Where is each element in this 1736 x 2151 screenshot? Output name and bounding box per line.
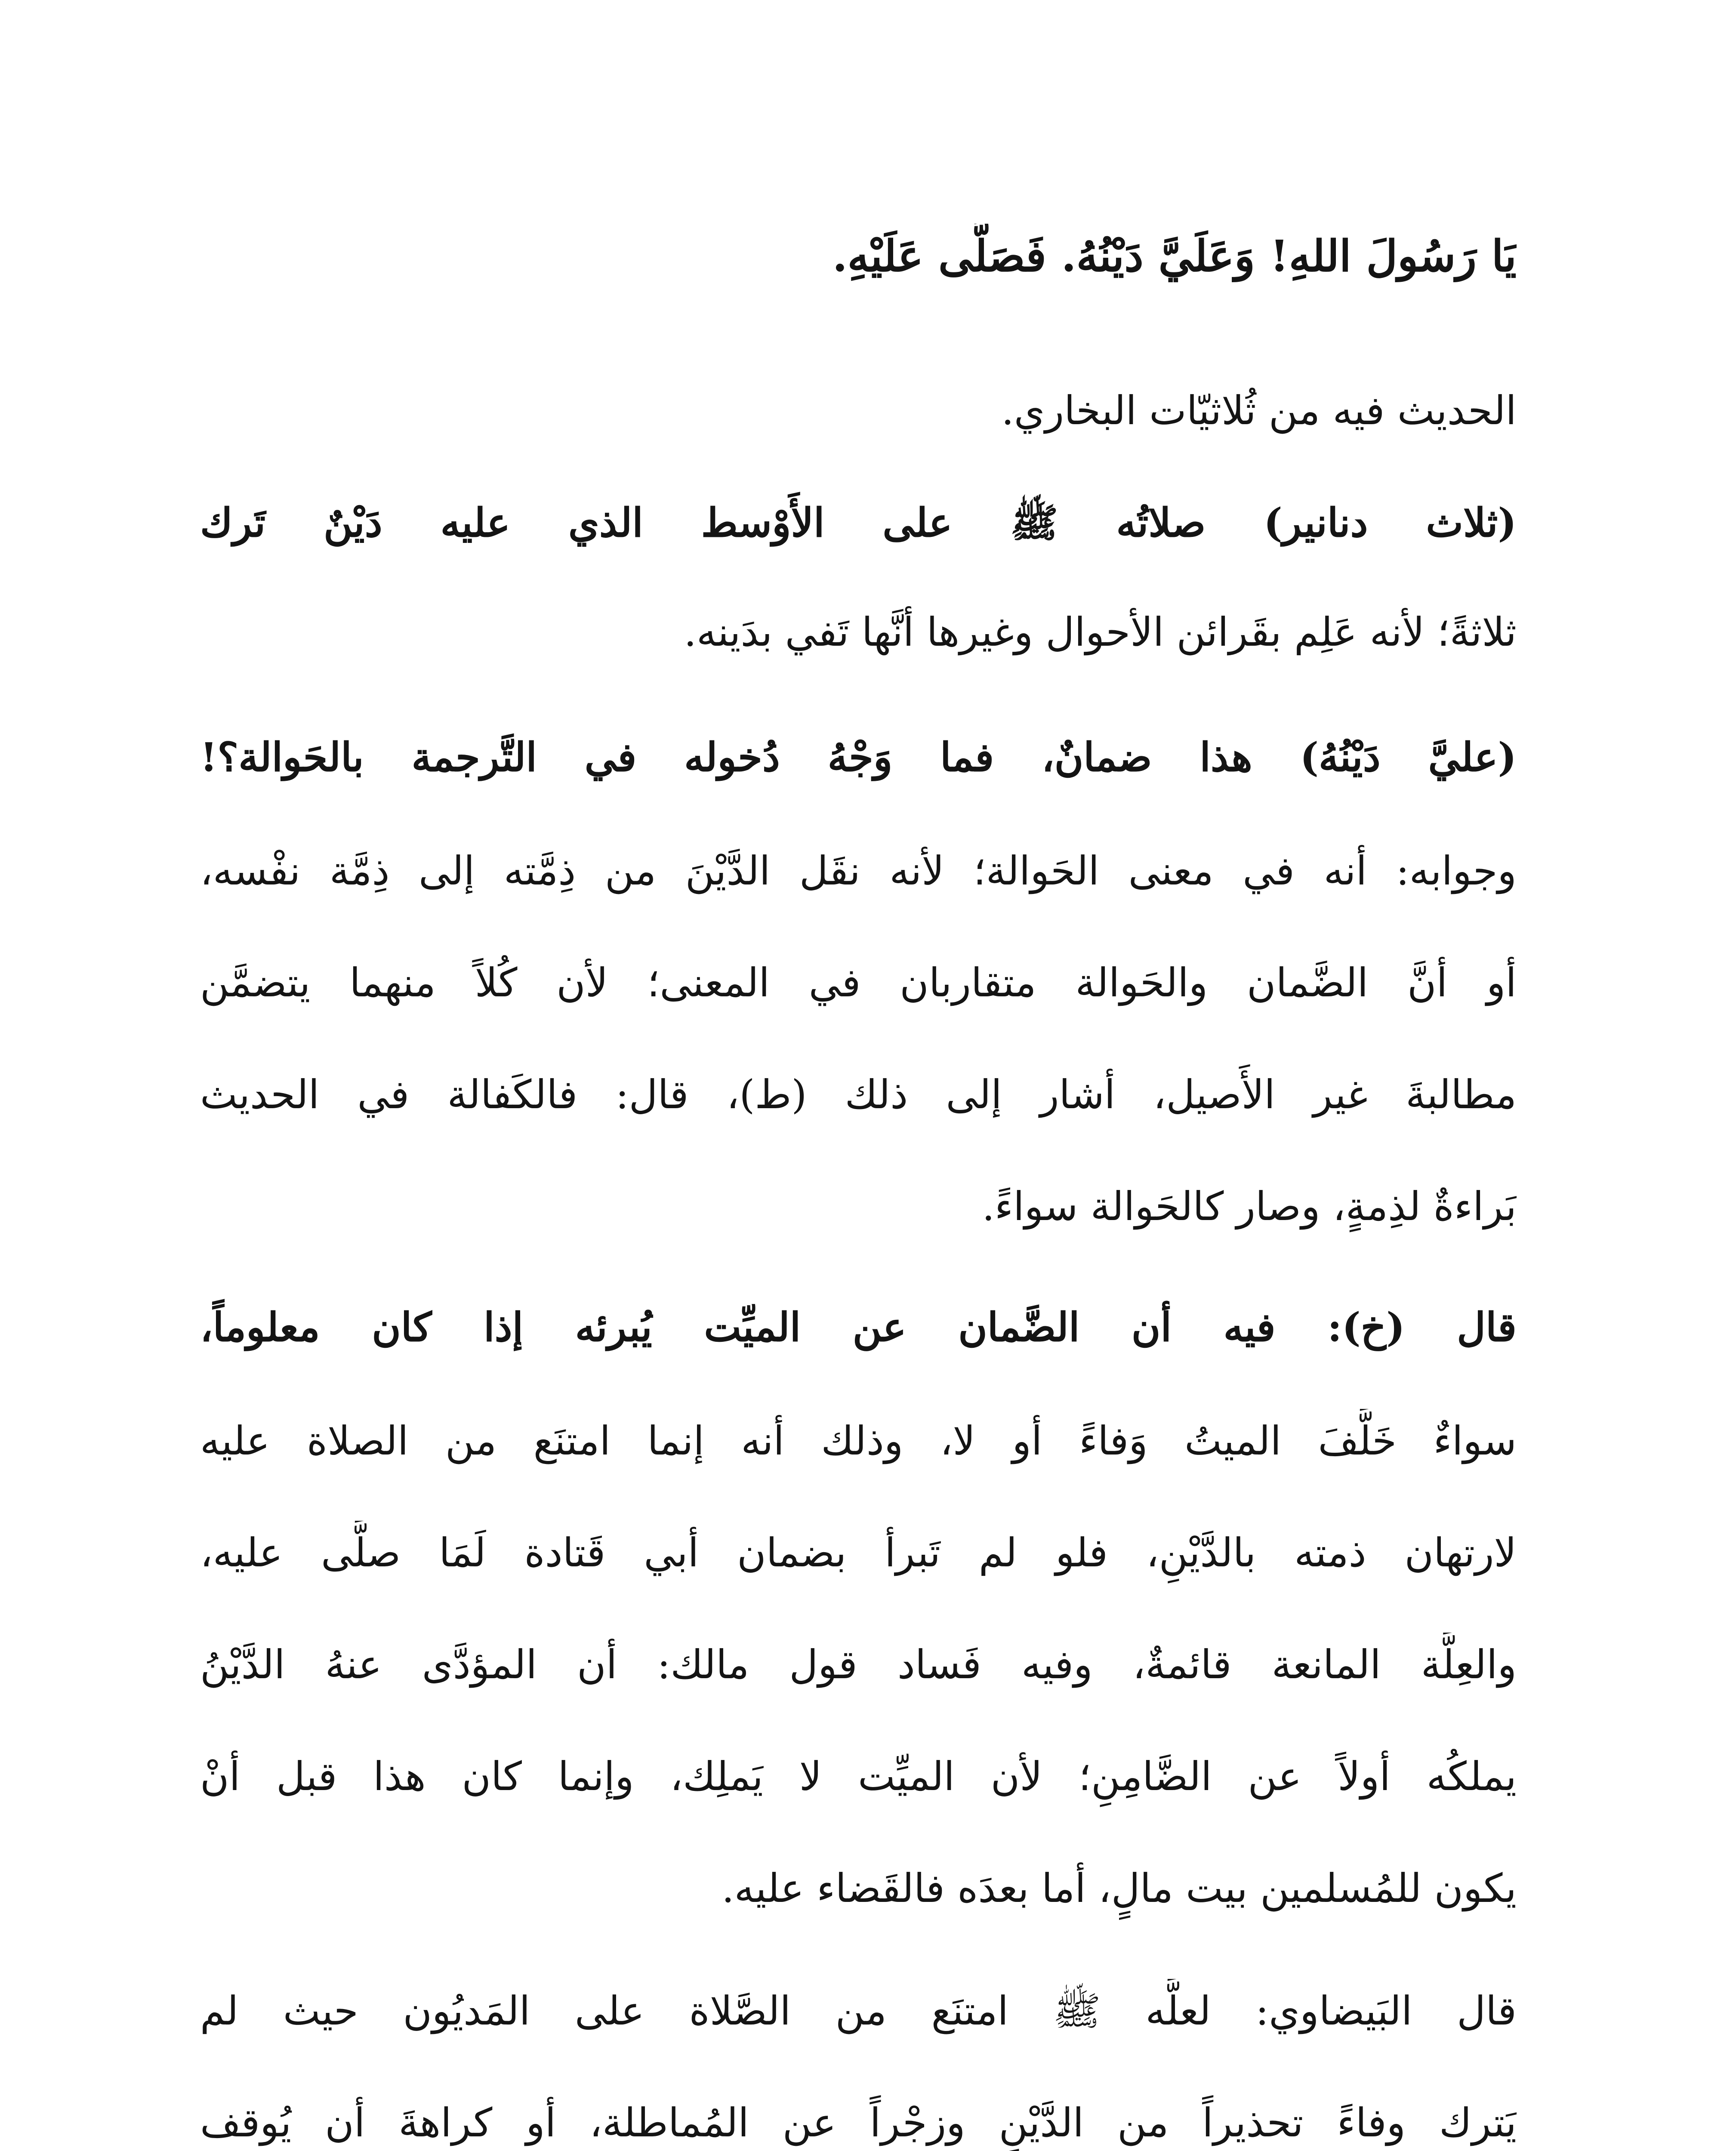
hadith-text-line: يَا رَسُولَ اللهِ! وَعَلَيَّ دَيْنُهُ. فَصَلَّى عَلَيْهِ. — [832, 231, 1517, 281]
text-line: وجوابه: أنه في معنى الحَوالة؛ لأنه نقَل الدَّيْنَ من ذِمَّته إلى ذِمَّة نفْسه، — [200, 848, 1517, 894]
text-line: (عليَّ دَيْنُهُ) هذا ضمانٌ، فما وَجْهُ دُخوله في التَّرجمة بالحَوالة؟! — [200, 734, 1517, 780]
text-line: لارتهان ذمته بالدَّيْنِ، فلو لم تَبرأ بضمان أبي قَتادة لَمَا صلَّى عليه، — [200, 1530, 1517, 1576]
text-line: يَترك وفاءً تحذيراً من الدَّيْنِ وزجْراً عن المُماطلة، أو كراهةَ أن يُوقف — [200, 2100, 1517, 2146]
text-line: الحديث فيه من ثُلاثيّات البخاري. — [1001, 388, 1517, 434]
text-line: مطالبةَ غير الأَصيل، أشار إلى ذلك (ط)، قال: فالكَفالة في الحديث — [200, 1072, 1517, 1118]
text-line: قال (خ): فيه أن الضَّمان عن الميِّت يُبرئه إذا كان معلوماً، — [200, 1304, 1517, 1350]
text-line: بَراءةٌ لذِمةٍ، وصار كالحَوالة سواءً. — [982, 1183, 1517, 1230]
text-line: والعِلَّة المانعة قائمةٌ، وفيه فَساد قول مالك: أن المؤدَّى عنهُ الدَّيْنُ — [200, 1642, 1517, 1688]
text-line: قال البَيضاوي: لعلَّه ﷺ امتنَع من الصَّلاة على المَديُون حيث لم — [200, 1988, 1517, 2034]
text-line: أو أنَّ الضَّمان والحَوالة متقاربان في المعنى؛ لأن كُلاً منهما يتضمَّن — [200, 960, 1517, 1006]
text-line: يكون للمُسلمين بيت مالٍ، أما بعدَه فالقَضاء عليه. — [722, 1865, 1517, 1911]
text-line: (ثلاث دنانير) صلاتُه ﷺ على الأَوْسط الذي عليه دَيْنٌ تَرك — [200, 499, 1517, 546]
text-line: سواءٌ خَلَّفَ الميتُ وَفاءً أو لا، وذلك أنه إنما امتنَع من الصلاة عليه — [200, 1418, 1517, 1464]
text-line: ثلاثةً؛ لأنه عَلِم بقَرائن الأحوال وغيرها أنَّها تَفي بدَينه. — [684, 609, 1517, 655]
text-line: يملكُه أولاً عن الضَّامِنِ؛ لأن الميِّت لا يَملِك، وإنما كان هذا قبل أنْ — [200, 1753, 1517, 1800]
